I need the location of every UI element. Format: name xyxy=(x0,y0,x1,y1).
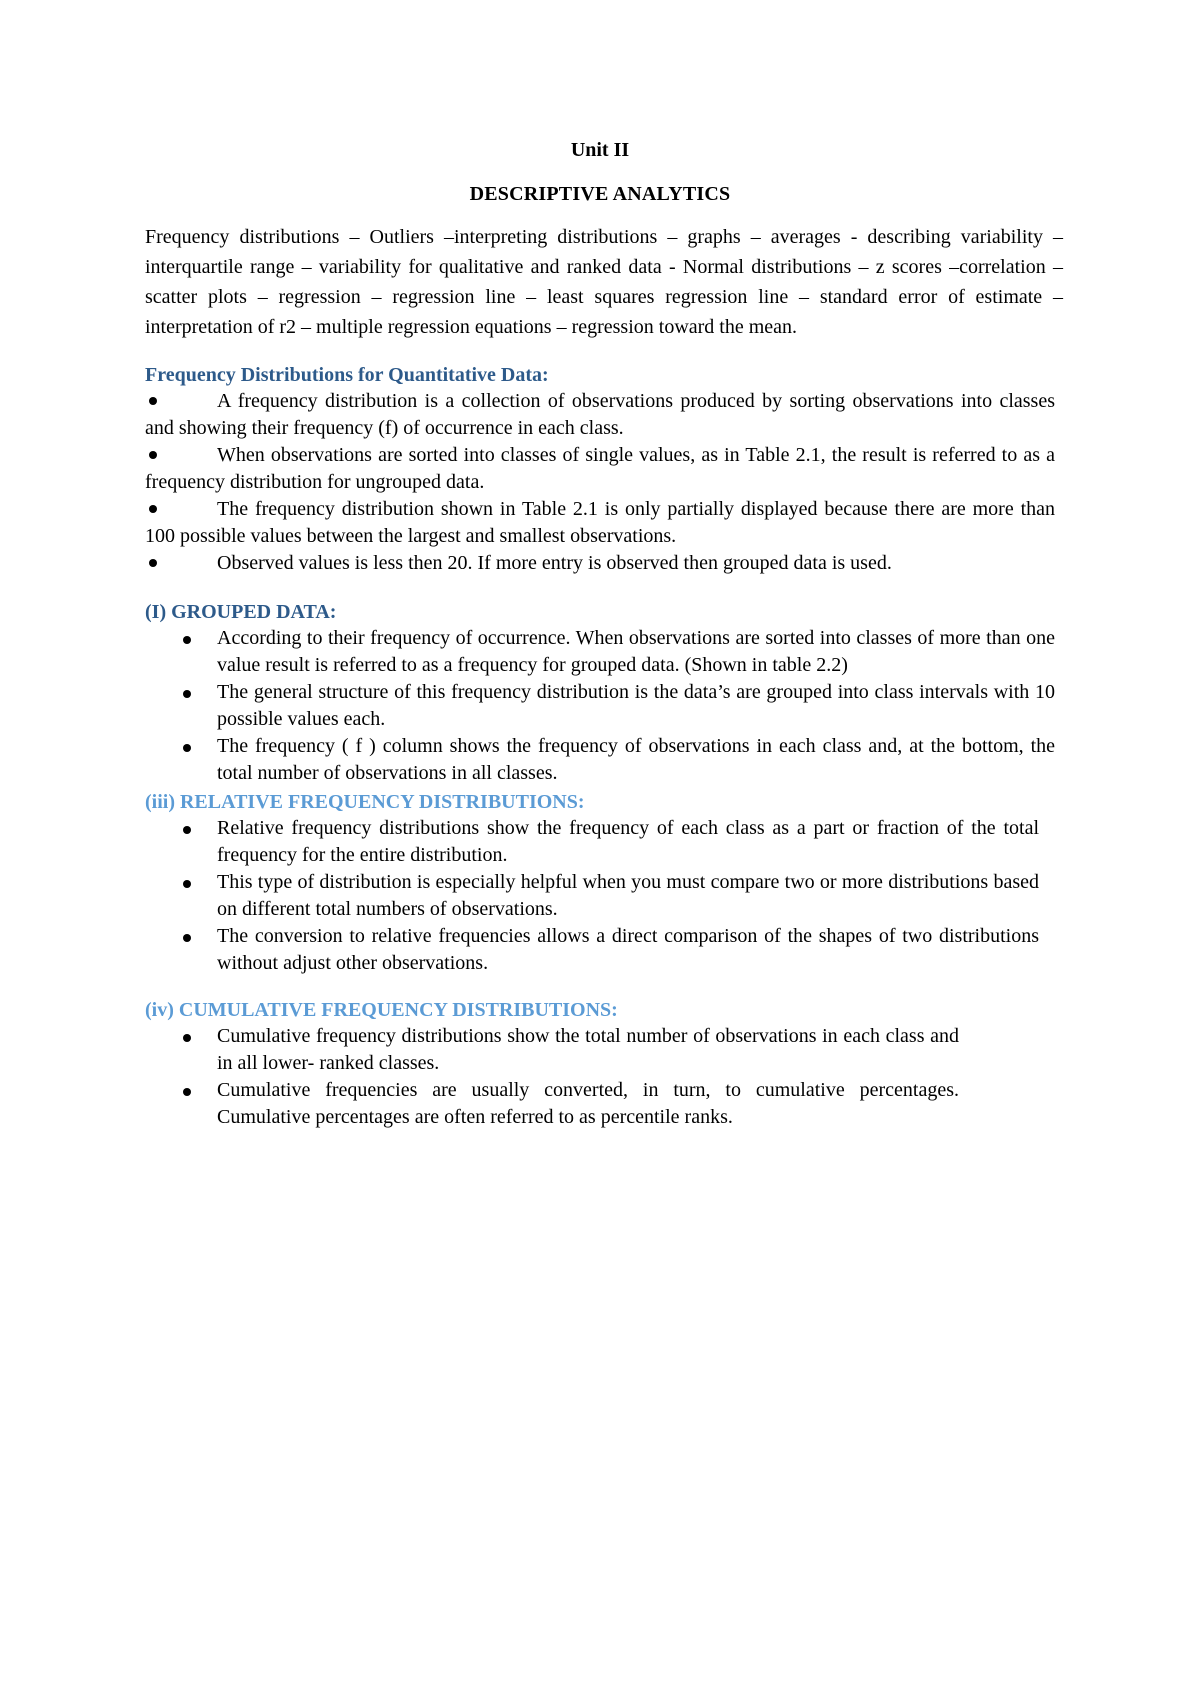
section-heading-relative: (iii) RELATIVE FREQUENCY DISTRIBUTIONS: xyxy=(145,791,585,813)
relative-list xyxy=(145,815,1039,977)
list-item: The general structure of this frequency distribution is the data’s are grouped into class intervals with 10 possible values each. xyxy=(217,679,1055,733)
bullet-icon xyxy=(145,388,217,415)
section-heading-quantitative: Frequency Distributions for Quantitative Data: xyxy=(145,364,549,386)
list-item xyxy=(145,442,1055,496)
cumulative-list xyxy=(145,1023,959,1131)
list-item: Cumulative frequency distributions show the total number of observations in each class and in all lower- ranked classes. xyxy=(217,1023,959,1077)
list-item xyxy=(145,550,1055,577)
list-item-text: A frequency distribution is a collection of observations produced by sorting observations into classes and showing their frequency (f) of occurrence in each class. xyxy=(145,390,1055,439)
syllabus-paragraph: Frequency distributions – Outliers –interpreting distributions – graphs – averages - describing variability – interquartile range – variability for qualitative and ranked data - Normal distributions – z scores –correlation – scatter plots – regression – regression line – least squares regression line – standard error of estimate – interpretation of r2 – multiple regression equations – regression toward the mean. xyxy=(145,226,1063,338)
grouped-list xyxy=(145,625,1055,787)
list-item: Cumulative frequencies are usually converted, in turn, to cumulative percentages. Cumulative percentages are often referred to as percentile ranks. xyxy=(217,1077,959,1131)
document-page xyxy=(145,138,1063,1131)
list-item xyxy=(145,496,1055,550)
list-item xyxy=(145,388,1055,442)
unit-label: Unit II xyxy=(570,139,630,161)
list-item: The frequency ( f ) column shows the frequency of observations in each class and, at the bottom, the total number of observations in all classes. xyxy=(217,733,1055,787)
list-item-text: The frequency distribution shown in Table 2.1 is only partially displayed because there are more than 100 possible values between the largest and smallest observations. xyxy=(145,498,1055,547)
list-item: Relative frequency distributions show the frequency of each class as a part or fraction of the total frequency for the entire distribution. xyxy=(217,815,1039,869)
section-heading-cumulative: (iv) CUMULATIVE FREQUENCY DISTRIBUTIONS: xyxy=(145,999,618,1021)
bullet-icon xyxy=(145,442,217,469)
bullet-icon xyxy=(145,496,217,523)
list-item: The conversion to relative frequencies allows a direct comparison of the shapes of two distributions without adjust other observations. xyxy=(217,923,1039,977)
list-item-text: Observed values is less then 20. If more entry is observed then grouped data is used. xyxy=(217,552,892,574)
quantitative-list xyxy=(145,388,1055,577)
section-heading-grouped: (I) GROUPED DATA: xyxy=(145,601,337,623)
list-item: This type of distribution is especially helpful when you must compare two or more distributions based on different total numbers of observations. xyxy=(217,869,1039,923)
list-item-text: When observations are sorted into classes of single values, as in Table 2.1, the result is referred to as a frequency distribution for ungrouped data. xyxy=(145,444,1055,493)
list-item: According to their frequency of occurrence. When observations are sorted into classes of more than one value result is referred to as a frequency for grouped data. (Shown in table 2.2) xyxy=(217,625,1055,679)
page-title: DESCRIPTIVE ANALYTICS xyxy=(469,183,731,205)
bullet-icon xyxy=(145,550,217,577)
